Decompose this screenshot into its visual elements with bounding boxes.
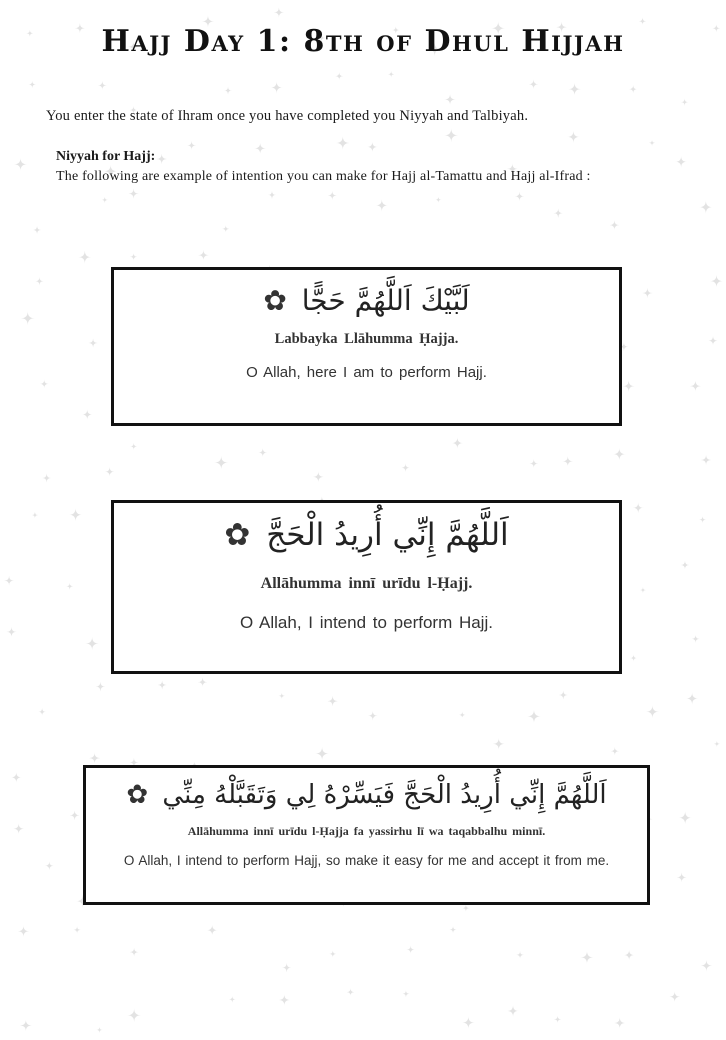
sparkle-star-icon — [649, 140, 655, 146]
sparkle-star-icon — [21, 311, 35, 325]
sparkle-star-icon — [32, 512, 39, 519]
sparkle-star-icon — [38, 708, 46, 716]
sparkle-star-icon — [33, 226, 41, 234]
sparkle-star-icon — [614, 1017, 625, 1028]
sparkle-star-icon — [271, 82, 283, 94]
sparkle-star-icon — [158, 680, 167, 689]
sparkle-star-icon — [327, 696, 337, 706]
sparkle-star-icon — [563, 456, 574, 467]
sparkle-star-icon — [529, 80, 539, 90]
sparkle-star-icon — [127, 1008, 141, 1022]
sparkle-star-icon — [452, 437, 464, 449]
sparkle-star-icon — [222, 225, 229, 232]
sparkle-star-icon — [313, 471, 324, 482]
page-title: Hajj Day 1: 8th of Dhul Hijjah — [101, 24, 625, 59]
sparkle-star-icon — [35, 277, 43, 285]
sparkle-star-icon — [258, 448, 267, 457]
sparkle-star-icon — [157, 154, 167, 164]
sparkle-star-icon — [347, 988, 355, 996]
sparkle-star-icon — [229, 996, 235, 1002]
sparkle-star-icon — [678, 811, 691, 824]
sparkle-star-icon — [568, 83, 581, 96]
arabic-text: لَبَّيْكَ اَللَّهُمَّ حَجًّا ✿ — [263, 284, 470, 317]
sparkle-star-icon — [559, 690, 568, 699]
flower-rosette-icon: ✿ — [263, 284, 287, 317]
sparkle-star-icon — [214, 456, 228, 470]
sparkle-star-icon — [714, 741, 720, 747]
sparkle-star-icon — [78, 251, 91, 264]
sparkle-star-icon — [102, 197, 108, 203]
sparkle-star-icon — [130, 253, 137, 260]
sparkle-star-icon — [624, 950, 635, 961]
sparkle-star-icon — [18, 926, 29, 937]
sparkle-star-icon — [444, 128, 458, 142]
sparkle-star-icon — [367, 142, 378, 153]
sparkle-star-icon — [554, 1016, 561, 1023]
sparkle-star-icon — [13, 823, 24, 834]
sparkle-star-icon — [507, 1005, 518, 1016]
sparkle-star-icon — [642, 288, 652, 298]
sparkle-star-icon — [629, 85, 637, 93]
intro-text: You enter the state of Ihram once you have completed you Niyyah and Talbiyah. — [46, 108, 529, 124]
sparkle-star-icon — [254, 143, 265, 154]
sparkle-star-icon — [580, 951, 593, 964]
sparkle-star-icon — [329, 950, 336, 957]
sparkle-star-icon — [675, 156, 687, 168]
niyyah-card-2 — [111, 500, 622, 674]
sparkle-star-icon — [462, 1016, 474, 1028]
sparkle-star-icon — [402, 990, 409, 997]
transliteration: Labbayka Llāhumma Ḥajja. — [274, 331, 459, 347]
sparkle-star-icon — [701, 960, 713, 972]
flower-rosette-icon: ✿ — [224, 517, 251, 553]
sparkle-star-icon — [444, 94, 455, 105]
sparkle-star-icon — [450, 926, 457, 933]
translation: O Allah, I intend to perform Hajj. — [240, 613, 493, 632]
sparkle-star-icon — [82, 409, 93, 420]
translation: O Allah, here I am to perform Hajj. — [246, 364, 487, 381]
sparkle-star-icon — [699, 516, 706, 523]
sparkle-star-icon — [279, 994, 290, 1005]
sparkle-star-icon — [45, 861, 54, 870]
sparkle-star-icon — [401, 464, 409, 472]
sparkle-star-icon — [130, 948, 139, 957]
sparkle-star-icon — [96, 682, 106, 692]
transliteration: Allāhumma innī urīdu l-Ḥajj. — [260, 575, 473, 592]
sparkle-star-icon — [279, 693, 285, 699]
sparkle-star-icon — [515, 192, 524, 201]
arabic-text: اَللَّهُمَّ إِنِّي أُرِيدُ الْحَجَّ فَيَسِّرْهُ لِي وَتَقَبَّلْهُ مِنِّي ✿ — [126, 780, 607, 810]
sparkle-star-icon — [73, 926, 80, 933]
sparkle-star-icon — [187, 141, 196, 150]
sparkle-star-icon — [529, 459, 538, 468]
translation: O Allah, I intend to perform Hajj, so make it easy for me and accept it from me. — [123, 853, 610, 868]
sparkle-star-icon — [613, 448, 626, 461]
sparkle-star-icon — [96, 1027, 102, 1033]
sparkle-star-icon — [669, 991, 680, 1002]
sparkle-star-icon — [459, 712, 466, 719]
niyyah-description: The following are example of intention you can make for Hajj al-Tamattu and Hajj al-Ifrad : — [56, 169, 591, 184]
sparkle-star-icon — [692, 635, 700, 643]
sparkle-star-icon — [335, 72, 343, 80]
sparkle-star-icon — [89, 338, 98, 347]
sparkle-star-icon — [708, 336, 717, 345]
niyyah-heading: Niyyah for Hajj: — [56, 149, 156, 164]
niyyah-card-3 — [83, 765, 650, 905]
sparkle-star-icon — [105, 467, 114, 476]
sparkle-star-icon — [224, 87, 232, 95]
sparkle-star-icon — [462, 905, 469, 912]
sparkle-star-icon — [6, 627, 16, 637]
transliteration: Allāhumma innī urīdu l-Ḥajja fa yassirhu lī wa taqabbalhu minnī. — [187, 824, 546, 838]
sparkle-star-icon — [640, 587, 646, 593]
sparkle-star-icon — [128, 188, 138, 198]
sparkle-star-icon — [336, 136, 350, 150]
sparkle-star-icon — [11, 772, 22, 783]
sparkle-star-icon — [42, 473, 51, 482]
sparkle-star-icon — [516, 951, 524, 959]
sparkle-star-icon — [198, 677, 208, 687]
sparkle-star-icon — [40, 379, 49, 388]
sparkle-star-icon — [554, 209, 563, 218]
sparkle-star-icon — [328, 191, 337, 200]
sparkle-star-icon — [376, 199, 388, 211]
sparkle-star-icon — [29, 81, 36, 88]
flower-rosette-icon: ✿ — [126, 780, 149, 810]
sparkle-star-icon — [610, 220, 620, 230]
sparkle-star-icon — [633, 502, 644, 513]
sparkle-star-icon — [66, 583, 73, 590]
sparkle-star-icon — [89, 753, 100, 764]
sparkle-star-icon — [690, 381, 701, 392]
sparkle-star-icon — [681, 561, 690, 570]
sparkle-star-icon — [69, 508, 82, 521]
sparkle-star-icon — [274, 7, 284, 17]
sparkle-star-icon — [20, 1020, 32, 1032]
sparkle-star-icon — [630, 655, 637, 662]
sparkle-star-icon — [699, 200, 712, 213]
sparkle-star-icon — [4, 576, 14, 586]
niyyah-card-1 — [111, 267, 622, 426]
sparkle-star-icon — [611, 747, 619, 755]
sparkle-star-icon — [646, 705, 659, 718]
sparkle-star-icon — [70, 810, 80, 820]
sparkle-star-icon — [315, 747, 329, 761]
sparkle-star-icon — [567, 131, 579, 143]
sparkle-star-icon — [701, 455, 711, 465]
sparkle-star-icon — [207, 925, 218, 936]
sparkle-star-icon — [388, 71, 394, 77]
sparkle-star-icon — [435, 197, 441, 203]
sparkle-star-icon — [98, 81, 107, 90]
sparkle-star-icon — [198, 250, 209, 261]
sparkle-star-icon — [677, 872, 687, 882]
sparkle-star-icon — [686, 692, 698, 704]
sparkle-star-icon — [710, 275, 723, 288]
sparkle-star-icon — [14, 158, 27, 171]
arabic-text: اَللَّهُمَّ إِنِّي أُرِيدُ الْحَجَّ ✿ — [224, 517, 509, 553]
sparkle-star-icon — [85, 637, 99, 651]
sparkle-star-icon — [282, 963, 291, 972]
sparkle-star-icon — [130, 443, 137, 450]
sparkle-star-icon — [368, 711, 377, 720]
sparkle-star-icon — [681, 99, 688, 106]
sparkle-star-icon — [527, 710, 540, 723]
sparkle-star-icon — [268, 191, 276, 199]
sparkle-star-icon — [493, 738, 505, 750]
sparkle-star-icon — [623, 380, 635, 392]
sparkle-star-icon — [407, 946, 415, 954]
